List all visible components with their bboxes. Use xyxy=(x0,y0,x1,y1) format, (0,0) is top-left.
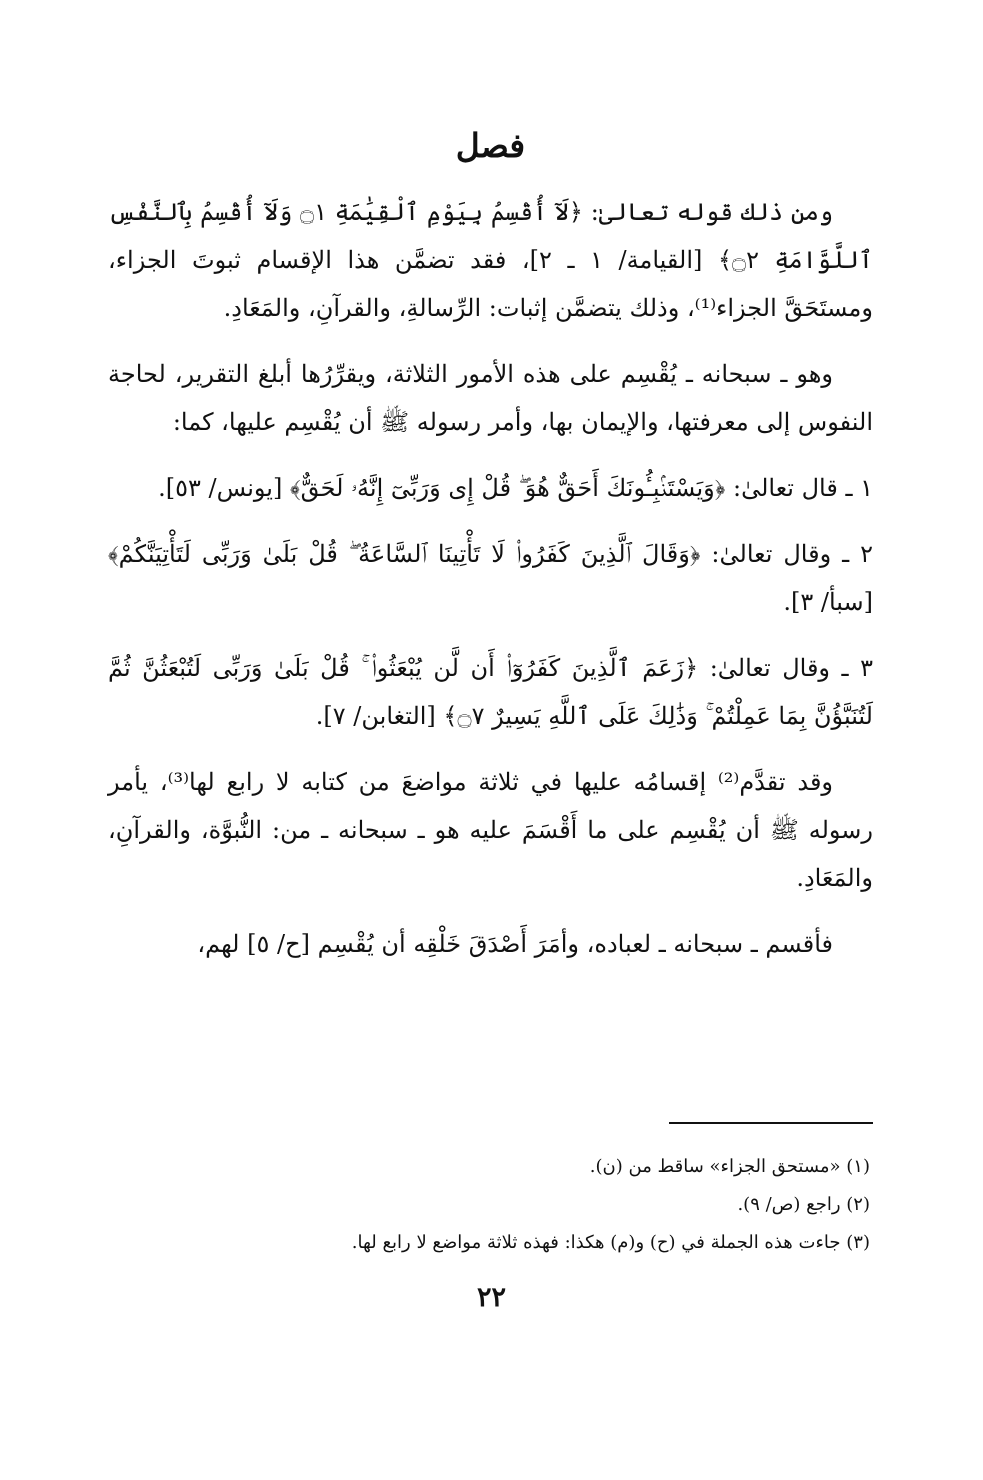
footnote-2: (٢) راجع (ص/ ٩). xyxy=(737,1194,870,1215)
page-number: ٢٢ xyxy=(476,1282,506,1313)
quran-item-1: ١ ـ قال تعالىٰ: ﴿وَيَسْتَنۢبِـُٔونَكَ أَحَقٌّ هُوَ ۖ قُلْ إِى وَرَبِّىٓ إِنَّهُۥ لَحَقٌّ﴾ [يونس/ ٥٣]. xyxy=(158,474,873,502)
footnote-3: (٣) جاءت هذه الجملة في (ح) و(م) هكذا: فهذه ثلاثة مواضع لا رابع لها. xyxy=(351,1232,870,1253)
section-title: فصل xyxy=(455,126,526,165)
paragraph-3: وقد تقدَّم⁽²⁾ إقسامُه عليها في ثلاثة مواضعَ من كتابه لا رابع لها⁽³⁾، يأمر رسوله ﷺ أن يُقْسِم على ما أَقْسَمَ عليه هو ـ سبحانه ـ من: النُّبوَّة، والقرآنِ، والمَعَادِ. xyxy=(108,768,873,892)
paragraph-1: ومن ذلك قوله تعالىٰ: ﴿لَآ أُقْسِمُ بِيَوْمِ ٱلْقِيَٰمَةِ ۝١ وَلَآ أُقْسِمُ بِٱلنَّفْسِ ٱللَّوَّامَةِ ۝٢﴾ [القيامة/ ١ ـ ٢]، فقد تضمَّن هذا الإقسام ثبوتَ الجزاء، ومستَحَقَّ الجزاء⁽¹⁾، وذلك يتضمَّن إثبات: الرِّسالةِ، والقرآنِ، والمَعَادِ. xyxy=(108,198,873,322)
paragraph-4: فأقسم ـ سبحانه ـ لعباده، وأمَرَ أَصْدَقَ خَلْقِه أن يُقْسِم [ح/ ٥] لهم، xyxy=(197,930,833,958)
footnote-separator xyxy=(669,1122,873,1124)
paragraph-2: وهو ـ سبحانه ـ يُقْسِم على هذه الأمور الثلاثة، ويقرِّرُها أبلغ التقرير، لحاجة النفوس إلى معرفتها، والإيمان بها، وأمر رسوله ﷺ أن يُقْسِم عليها، كما: xyxy=(108,360,873,436)
footnote-1: (١) «مستحق الجزاء» ساقط من (ن). xyxy=(589,1156,870,1177)
footnotes xyxy=(110,1148,870,1262)
quran-item-3: ٣ ـ وقال تعالىٰ: ﴿زَعَمَ ٱلَّذِينَ كَفَرُوٓا۟ أَن لَّن يُبْعَثُوا۟ ۚ قُلْ بَلَىٰ وَرَبِّى لَتُبْعَثُنَّ ثُمَّ لَتُنَبَّؤُنَّ بِمَا عَمِلْتُمْ ۚ وَذَٰلِكَ عَلَى ٱللَّهِ يَسِيرٌ ۝٧﴾ [التغابن/ ٧]. xyxy=(108,654,873,730)
quran-item-2: ٢ ـ وقال تعالىٰ: ﴿وَقَالَ ٱلَّذِينَ كَفَرُوا۟ لَا تَأْتِينَا ٱلسَّاعَةُ ۖ قُلْ بَلَىٰ وَرَبِّى لَتَأْتِيَنَّكُمْ﴾ [سبأ/ ٣]. xyxy=(108,540,873,616)
